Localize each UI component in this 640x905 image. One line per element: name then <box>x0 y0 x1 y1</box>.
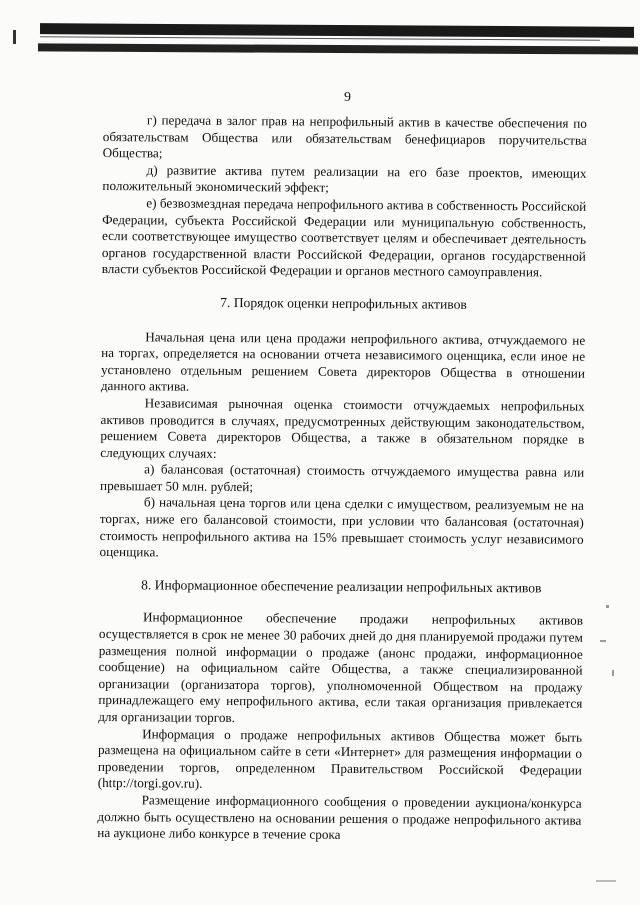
scan-speck <box>596 880 616 882</box>
paragraph: Независимая рыночная оценка стоимости отчуждаемых непрофильных активов проводится в случаях, предусмотренных действующим законодательством, решением Совета директоров Общества, а также в обязательном порядке в следующих случаях: <box>100 395 585 461</box>
scan-speck <box>612 670 614 676</box>
paragraph: Размещение информационного сообщения о проведении аукциона/конкурса должно быть осуществлено на основании решения о продаже непрофильного актива на аукционе либо конкурсе в течение срока <box>97 792 582 843</box>
list-item: г) передача в залог прав на непрофильный актив в качестве обеспечения по обязательствам Общества или обязательствам бенефициаров поручительства Общества; <box>102 112 587 161</box>
scan-speck <box>600 640 606 642</box>
paragraph: Информационное обеспечение продажи непрофильных активов осуществляется в срок не менее 30 рабочих дней до дня планируемой продажи путем размещения полной информации о продаже (анонс продажи, информационное сообщение) на официальном сайте Общества, а также специализированной организации (организатора торгов), уполномоченной Обществом на продажу принадлежащего ему непрофильного актива, если такая организация привлекается для организации торгов. <box>98 609 584 726</box>
paragraph: Начальная цена или цена продажи непрофильного актива, отчуждаемого не на торгах, определяется на основании отчета независимого оценщика, если иное не установлено отдельным решением Совета директоров Общества в отношении данного актива. <box>100 328 586 394</box>
paragraph: Информация о продаже непрофильных активов Общества может быть размещена на официальном сайте в сети «Интернет» для размещения информации о проведении торгов, определенном Правительством Российской Федерации (http://torgi.gov.ru). <box>97 725 583 792</box>
list-item: а) балансовая (остаточная) стоимость отчуждаемого имущества равна или превышает 50 млн. рублей; <box>100 461 585 495</box>
scan-artifact-bar <box>40 23 634 38</box>
section-heading: 7. Порядок оценки непрофильных активов <box>220 294 467 312</box>
page-number: 9 <box>344 90 351 105</box>
scan-artifact-bar-lower <box>38 43 638 54</box>
scan-speck <box>606 605 609 608</box>
scan-artifact-mark <box>13 30 16 44</box>
list-item: д) развитие актива путем реализации на его базе проектов, имеющих положительный экономический эффект; <box>102 162 587 196</box>
list-item: е) безвозмездная передача непрофильного актива в собственность Российской Федерации, субъекта Российской Федерации или муниципальную собственность, если соответствующее имущество соответствует целям и обеспечивает деятельность органов государственной власти Российской Федерации, органов государственной власти субъектов Российской Федерации и органов местного самоуправления. <box>101 195 587 280</box>
section-heading: 8. Информационное обеспечение реализации непрофильных активов <box>141 577 542 596</box>
list-item: б) начальная цена торгов или цена сделки с имуществом, реализуемым не на торгах, ниже его балансовой стоимости, при условии что балансовая (остаточная) стоимость непрофильного актива на 15% превышает стоимость услуг независимого оценщика. <box>99 494 584 560</box>
document-body <box>97 112 587 846</box>
